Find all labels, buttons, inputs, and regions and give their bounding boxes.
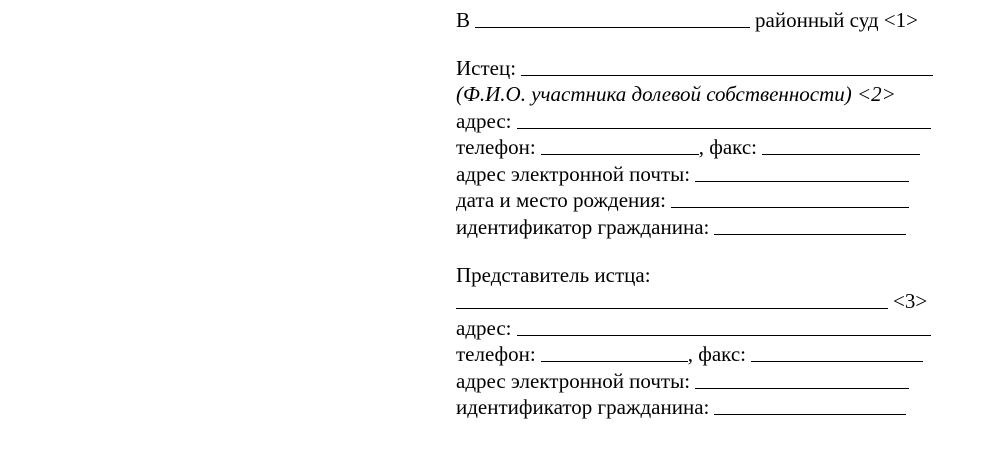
plaintiff-birth-field[interactable] — [671, 207, 909, 208]
representative-phone-line — [456, 341, 946, 368]
representative-phone-label: телефон: — [456, 342, 536, 366]
plaintiff-address-field[interactable] — [517, 128, 931, 129]
representative-fax-label: , факс: — [687, 342, 746, 366]
plaintiff-name-hint-line — [456, 81, 946, 108]
plaintiff-citizen-id-line — [456, 213, 946, 240]
plaintiff-email-line — [456, 160, 946, 187]
plaintiff-name-hint: (Ф.И.О. участника долевой собственности) <2> — [456, 82, 896, 106]
representative-email-line — [456, 367, 946, 394]
plaintiff-fax-label: , факс: — [698, 135, 757, 159]
plaintiff-email-label: адрес электронной почты: — [456, 161, 691, 186]
representative-address-line — [456, 314, 946, 341]
spacer — [456, 240, 946, 262]
court-prefix: В — [456, 7, 471, 32]
plaintiff-line — [456, 54, 946, 81]
plaintiff-address-label: адрес: — [456, 108, 512, 133]
representative-heading-line — [456, 261, 946, 288]
representative-citizen-id-label: идентификатор гражданина: — [456, 395, 710, 419]
representative-email-label: адрес электронной почты: — [456, 368, 691, 393]
court-line — [456, 6, 946, 33]
representative-footnote: <3> — [893, 289, 928, 313]
plaintiff-heading: Истец: — [456, 55, 517, 80]
plaintiff-name-field[interactable] — [521, 75, 933, 76]
representative-address-label: адрес: — [456, 315, 512, 340]
representative-citizen-id-line — [456, 394, 946, 421]
representative-email-field[interactable] — [695, 388, 909, 389]
representative-address-field[interactable] — [517, 335, 931, 336]
plaintiff-phone-field[interactable] — [541, 154, 699, 155]
plaintiff-birth-label: дата и место рождения: — [456, 188, 667, 212]
plaintiff-phone-line — [456, 134, 946, 161]
plaintiff-address-line — [456, 107, 946, 134]
representative-heading: Представитель истца: — [456, 262, 651, 287]
representative-citizen-id-field[interactable] — [714, 414, 906, 415]
plaintiff-birth-line — [456, 187, 946, 214]
court-suffix: районный суд <1> — [755, 7, 918, 32]
representative-phone-field[interactable] — [541, 361, 688, 362]
representative-name-line — [456, 288, 946, 315]
representative-name-field[interactable] — [456, 308, 888, 309]
spacer — [456, 33, 946, 55]
plaintiff-citizen-id-field[interactable] — [714, 234, 906, 235]
representative-fax-field[interactable] — [751, 361, 923, 362]
plaintiff-citizen-id-label: идентификатор гражданина: — [456, 214, 710, 239]
plaintiff-email-field[interactable] — [695, 181, 909, 182]
plaintiff-phone-label: телефон: — [456, 135, 536, 159]
court-name-field[interactable] — [475, 27, 750, 28]
claim-header-form — [456, 6, 946, 420]
plaintiff-fax-field[interactable] — [762, 154, 920, 155]
